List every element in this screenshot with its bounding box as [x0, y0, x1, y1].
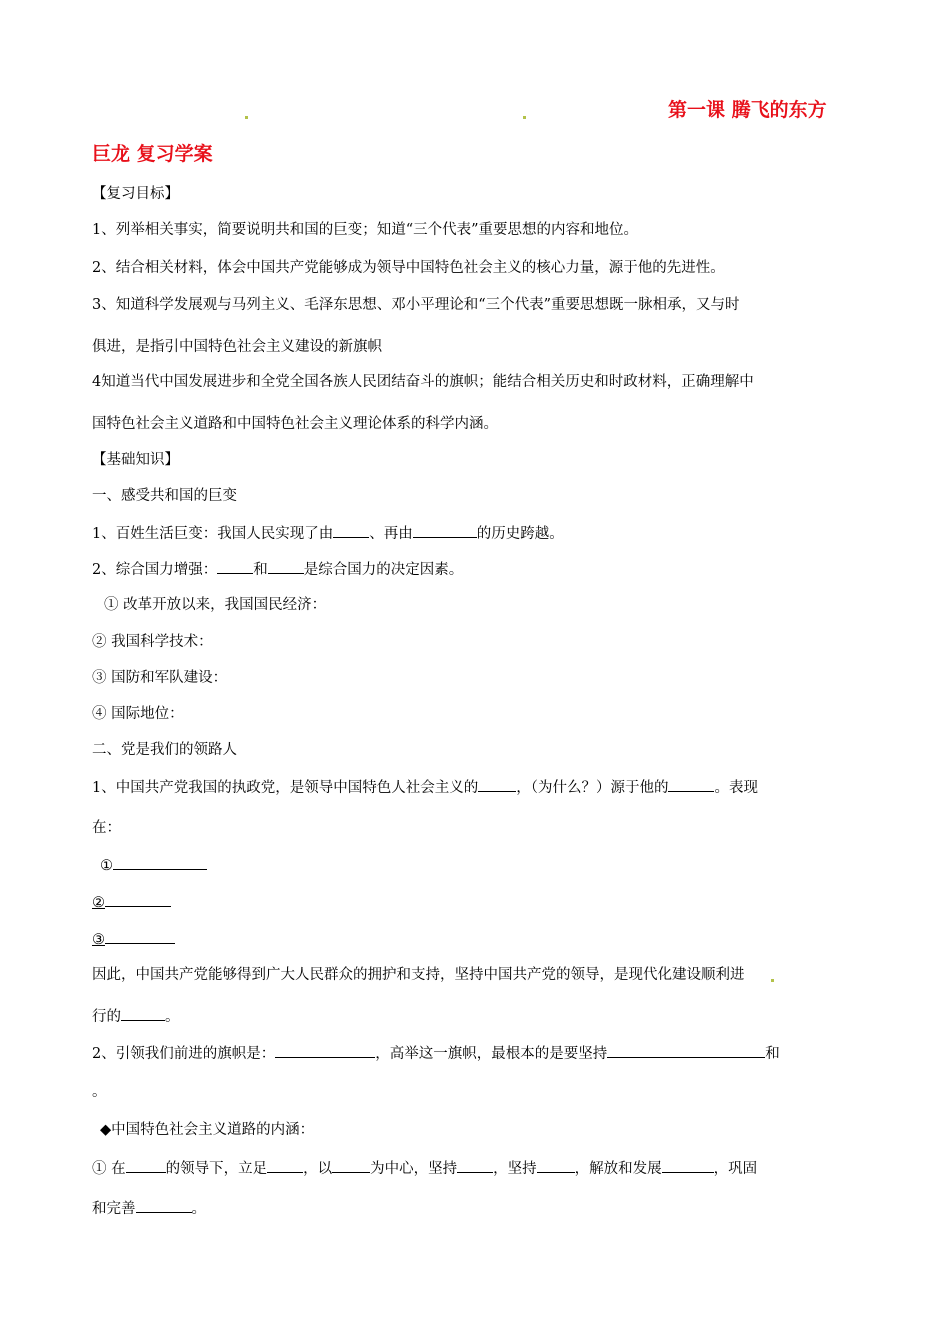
path-content-cont — [92, 1197, 206, 1219]
goal-item-3-cont: 俱进，是指引中国特色社会主义建设的新旗帜 — [92, 339, 382, 355]
question-1-text-a: 1、百姓生活巨变：我国人民实现了由 — [92, 526, 334, 542]
path-text-d: 为中心，坚持 — [370, 1161, 458, 1177]
path-content — [92, 1157, 757, 1179]
flag-question-text-a: 2、引领我们前进的旗帜是： — [92, 1046, 276, 1062]
fill-blank[interactable] — [217, 558, 253, 574]
path-text-i: 。 — [191, 1201, 206, 1217]
fill-blank[interactable] — [478, 776, 516, 792]
party-question-1-text-b: ，（为什么？）源于他的 — [516, 780, 669, 796]
sub-item-3: ③ 国防和军队建设： — [92, 670, 228, 686]
section-2-heading: 二、党是我们的领路人 — [92, 742, 237, 758]
fill-blank[interactable] — [413, 522, 477, 538]
path-text-g: ，巩固 — [713, 1161, 758, 1177]
fill-blank[interactable] — [126, 1157, 166, 1173]
fill-blank[interactable] — [332, 1157, 370, 1173]
therefore-text-c: 。 — [165, 1009, 180, 1025]
question-2-text-b: 和 — [253, 562, 268, 578]
sub-item-2: ② 我国科学技术： — [92, 634, 213, 650]
fill-blank[interactable] — [267, 1157, 303, 1173]
marker-3: ③ — [92, 932, 105, 948]
sub-item-1: ① 改革开放以来，我国国民经济： — [104, 597, 327, 613]
marker-1: ① — [100, 858, 113, 874]
title-line-1: 第一课 腾飞的东方 — [668, 99, 827, 121]
question-1-text-b: 、再由 — [369, 526, 413, 542]
fill-blank[interactable] — [457, 1157, 493, 1173]
flag-question-text-c: 和 — [765, 1046, 780, 1062]
therefore-paragraph: 因此，中国共产党能够得到广大人民群众的拥护和支持，坚持中国共产党的领导，是现代化建设顺利进 — [92, 967, 745, 983]
fill-blank[interactable] — [537, 1157, 575, 1173]
title-line-2: 巨龙 复习学案 — [92, 143, 213, 165]
question-1-text-c: 的历史跨越。 — [476, 526, 564, 542]
question-2-text-c: 是综合国力的决定因素。 — [303, 562, 464, 578]
fill-blank[interactable] — [105, 928, 175, 944]
path-text-h: 和完善 — [92, 1201, 136, 1217]
fill-blank[interactable] — [268, 558, 304, 574]
party-question-1 — [92, 776, 758, 798]
answer-line-2 — [92, 891, 171, 913]
path-text-c: ，以 — [303, 1161, 333, 1177]
goal-item-4: 4知道当代中国发展进步和全党全国各族人民团结奋斗的旗帜；能结合相关历史和时政材料，正确理解中 — [92, 374, 754, 390]
question-2 — [92, 558, 463, 580]
sub-item-4: ④ 国际地位： — [92, 706, 184, 722]
path-text-a: ① 在 — [92, 1161, 126, 1177]
path-text-b: 的领导下，立足 — [165, 1161, 268, 1177]
flag-question-text-b: ，高举这一旗帜，最根本的是要坚持 — [375, 1046, 608, 1062]
basic-knowledge-heading: 【基础知识】 — [92, 452, 179, 468]
fill-blank[interactable] — [136, 1197, 192, 1213]
fill-blank[interactable] — [275, 1042, 375, 1058]
decorative-dot — [523, 116, 526, 119]
fill-blank[interactable] — [121, 1005, 165, 1021]
question-2-text-a: 2、综合国力增强： — [92, 562, 218, 578]
section-1-heading: 一、感受共和国的巨变 — [92, 488, 237, 504]
fill-blank[interactable] — [105, 891, 171, 907]
review-goals-heading: 【复习目标】 — [92, 186, 179, 202]
fill-blank[interactable] — [113, 854, 207, 870]
question-1 — [92, 522, 564, 544]
fill-blank[interactable] — [668, 776, 714, 792]
path-text-f: ，解放和发展 — [574, 1161, 662, 1177]
therefore-paragraph-cont — [92, 1005, 180, 1027]
party-question-1-cont: 在： — [92, 820, 121, 836]
fill-blank[interactable] — [662, 1157, 714, 1173]
path-heading: ◆中国特色社会主义道路的内涵： — [100, 1122, 315, 1138]
goal-item-2: 2、结合相关材料，体会中国共产党能够成为领导中国特色社会主义的核心力量，源于他的先进性。 — [92, 260, 725, 276]
flag-question-cont: 。 — [92, 1084, 107, 1100]
marker-2: ② — [92, 895, 105, 911]
path-text-e: ，坚持 — [493, 1161, 537, 1177]
goal-item-1: 1、列举相关事实，简要说明共和国的巨变；知道“三个代表”重要思想的内容和地位。 — [92, 222, 639, 238]
party-question-1-text-a: 1、中国共产党我国的执政党，是领导中国特色人社会主义的 — [92, 780, 479, 796]
goal-item-4-cont: 国特色社会主义道路和中国特色社会主义理论体系的科学内涵。 — [92, 416, 498, 432]
fill-blank[interactable] — [333, 522, 369, 538]
decorative-dot — [245, 116, 248, 119]
party-question-1-text-c: 。表现 — [714, 780, 758, 796]
answer-line-3 — [92, 928, 175, 950]
therefore-text-b: 行的 — [92, 1009, 121, 1025]
decorative-dot — [771, 979, 774, 982]
answer-line-1 — [100, 854, 207, 876]
goal-item-3: 3、知道科学发展观与马列主义、毛泽东思想、邓小平理论和“三个代表”重要思想既一脉相承，又与时 — [92, 297, 740, 313]
fill-blank[interactable] — [607, 1042, 765, 1058]
flag-question — [92, 1042, 780, 1064]
